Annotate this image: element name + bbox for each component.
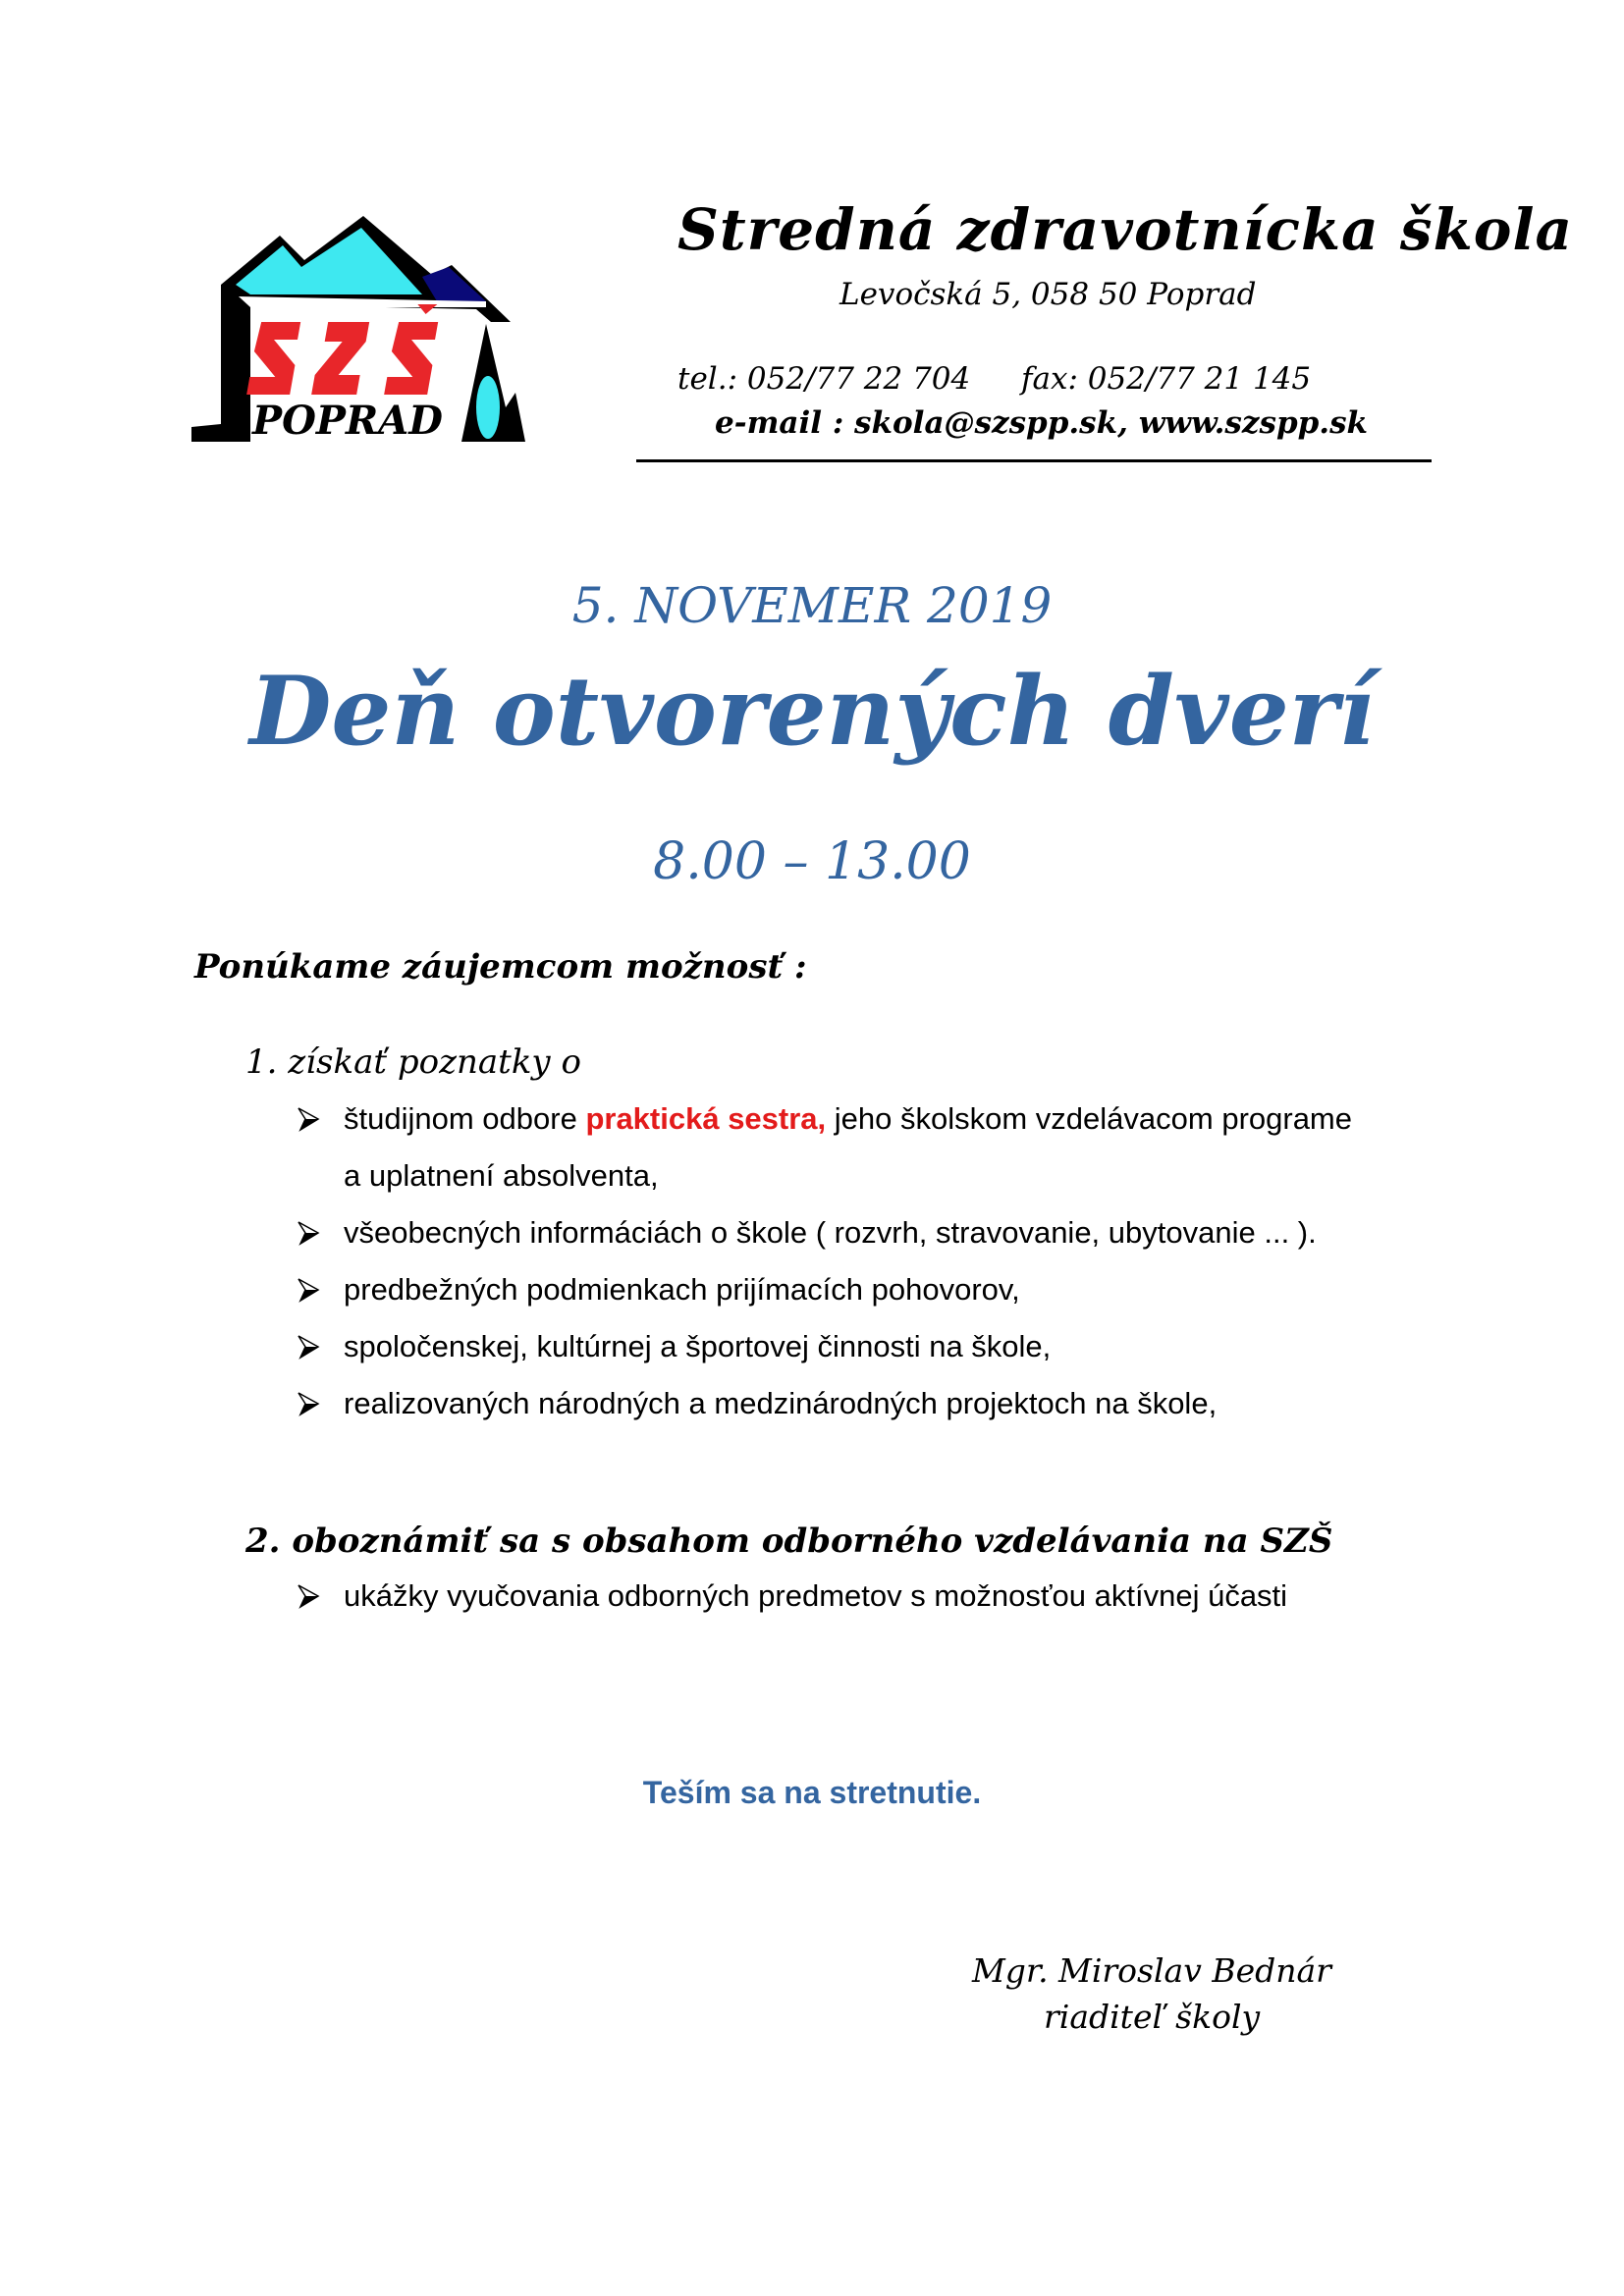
bullet-text: jeho školskom vzdelávacom programe <box>826 1101 1352 1136</box>
section-heading-text: získať poznatky o <box>288 1042 581 1082</box>
bullet-text: všeobecných informáciách o škole ( rozvrh, stravovanie, ubytovanie ... ). <box>344 1215 1317 1250</box>
list-item <box>295 1578 1287 1614</box>
list-item <box>295 1101 1352 1137</box>
closing-line: Teším sa na stretnutie. <box>642 1775 982 1810</box>
arrowhead-bullet-icon <box>295 1219 322 1247</box>
bullet-continuation: a uplatnení absolventa, <box>344 1158 659 1193</box>
highlight-program-name: praktická sestra, <box>585 1101 827 1136</box>
school-address: Levočská 5, 058 50 Poprad <box>839 277 1257 312</box>
bullet-text: ukážky vyučovania odborných predmetov s možnosťou aktívnej účasti <box>344 1578 1288 1613</box>
svg-text:POPRAD: POPRAD <box>252 398 443 444</box>
logo-mountains-icon <box>191 206 530 452</box>
arrowhead-bullet-icon <box>295 1582 322 1610</box>
header-divider <box>636 459 1432 462</box>
section-number: 2. <box>245 1522 281 1561</box>
section-number: 1. <box>245 1042 278 1082</box>
list-item <box>295 1215 1317 1251</box>
school-phone: tel.: 052/77 22 704 <box>677 361 971 397</box>
list-item <box>295 1329 1051 1364</box>
event-date: 5. NOVEMER 2019 <box>571 577 1053 634</box>
arrowhead-bullet-icon <box>295 1276 322 1304</box>
school-fax: fax: 052/77 21 145 <box>1021 361 1312 397</box>
signature-title: riaditeľ školy <box>1044 1998 1261 2036</box>
bullet-text: študijnom odbore <box>344 1101 586 1136</box>
section-2-heading <box>245 1522 1332 1561</box>
school-name: Stredná zdravotnícka škola <box>677 196 1574 263</box>
bullet-text: spoločenskej, kultúrnej a športovej činnosti na škole, <box>344 1329 1052 1363</box>
signature-name: Mgr. Miroslav Bednár <box>972 1951 1331 1990</box>
bullet-text: realizovaných národných a medzinárodných projektoch na škole, <box>344 1386 1218 1420</box>
offer-intro: Ponúkame záujemcom možnosť : <box>194 947 807 987</box>
event-time: 8.00 – 13.00 <box>653 832 971 891</box>
arrowhead-bullet-icon <box>295 1105 322 1133</box>
arrowhead-bullet-icon <box>295 1333 322 1361</box>
arrowhead-bullet-icon <box>295 1390 322 1417</box>
school-logo <box>191 206 530 452</box>
list-item <box>295 1386 1217 1421</box>
list-item <box>295 1272 1020 1308</box>
section-1-heading <box>245 1042 581 1082</box>
section-heading-text: oboznámiť sa s obsahom odborného vzdelávania na SZŠ <box>292 1522 1333 1561</box>
bullet-text: predbežných podmienkach prijímacích pohovorov, <box>344 1272 1020 1307</box>
school-email-web: e-mail : skola@szspp.sk, www.szspp.sk <box>715 405 1369 441</box>
event-title: Deň otvorených dverí <box>249 656 1375 767</box>
